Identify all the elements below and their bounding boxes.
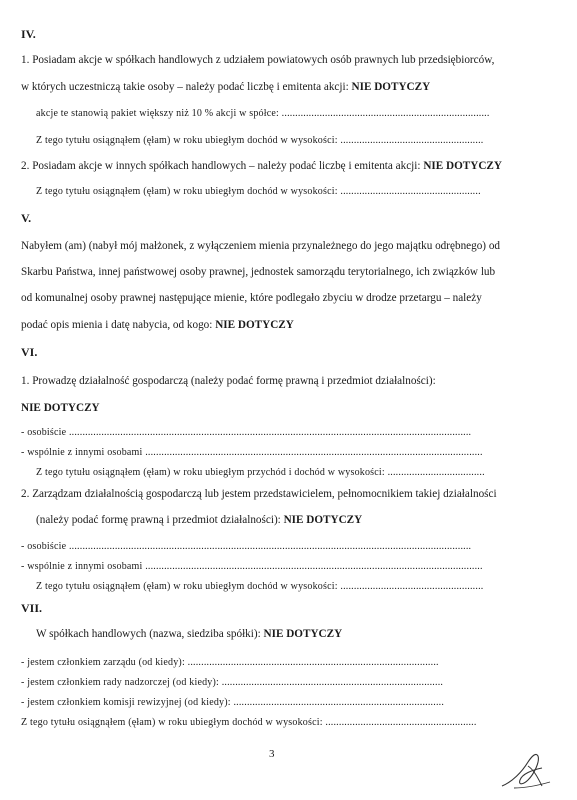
section-v-line3: od komunalnej osoby prawnej następujące mienie, które podlegało zbyciu w drodze przetargu – należy [21,292,482,304]
section-v-value: NIE DOTYCZY [215,319,294,331]
section-v-line2: Skarbu Państwa, innej państwowej osoby prawnej, jednostek samorządu terytorialnego, ich związków lub [21,266,496,278]
section-vii-heading: VII. [21,601,43,615]
section-vii-line1 [36,627,342,641]
section-vi-item1-income: Z tego tytułu osiągnąłem (ęłam) w roku ubiegłym przychód i dochód w wysokości: .................................... [36,467,485,478]
section-vi-item2-income: Z tego tytułu osiągnąłem (ęłam) w roku ubiegłym dochód w wysokości: ..................................................... [36,581,484,592]
section-vi-item2-line2 [36,513,362,527]
section-iv-item1-income-line: Z tego tytułu osiągnąłem (ęłam) w roku ubiegłym dochód w wysokości: ..................................................... [36,135,484,146]
section-vii-audit: - jestem członkiem komisji rewizyjnej (od kiedy): .............................................................................. [21,697,445,708]
section-iv-item1-line2 [21,80,430,94]
section-iv-item1-value: NIE DOTYCZY [351,81,431,93]
section-iv-item2-line1 [21,159,502,173]
section-vii-value: NIE DOTYCZY [263,628,343,640]
section-vi-item2-joint: - wspólnie z innymi osobami ............................................................................................................................. [21,561,483,572]
section-vi-heading: VI. [21,345,38,359]
section-iv-item2-income-line: Z tego tytułu osiągnąłem (ęłam) w roku ubiegłym dochód w wysokości: .................................................... [36,186,481,197]
section-vii-text: W spółkach handlowych (nazwa, siedziba spółki): [36,628,261,640]
section-vii-board: - jestem członkiem zarządu (od kiedy): ............................................................................................. [21,657,439,668]
section-vi-item2-personal: - osobiście ..................................................................................................................................................... [21,541,472,552]
section-vi-item1-joint: - wspólnie z innymi osobami ............................................................................................................................. [21,447,483,458]
page-number: 3 [269,748,275,760]
section-iv-item1-package-line: akcje te stanowią pakiet większy niż 10 % akcji w spółce: ............................................................................. [36,108,490,119]
section-iv-item2-value: NIE DOTYCZY [423,160,502,172]
section-v-text: podać opis mienia i datę nabycia, od kogo: [21,319,213,331]
section-iv-item2-text: 2. Posiadam akcje w innych spółkach handlowych – należy podać liczbę i emitenta akcji: [21,160,421,172]
section-vi-item2-text: (należy podać formę prawną i przedmiot działalności): [36,514,281,526]
section-iv-item1-line1: 1. Posiadam akcje w spółkach handlowych z udziałem powiatowych osób prawnych lub przedsiębiorców, [21,54,495,66]
section-vi-item1-value: NIE DOTYCZY [21,402,100,414]
section-v-heading: V. [21,211,32,225]
section-v-line1: Nabyłem (am) (nabył mój małżonek, z wyłączeniem mienia przynależnego do jego majątku odrębnego) od [21,240,501,252]
section-iv-item1-text: w których uczestniczą takie osoby – należy podać liczbę i emitenta akcji: [21,81,349,93]
section-vi-item1-personal: - osobiście ..................................................................................................................................................... [21,427,472,438]
section-vi-item1-line1: 1. Prowadzę działalność gospodarczą (należy podać formę prawną i przedmiot działalności): [21,375,436,387]
section-vi-item2-value: NIE DOTYCZY [283,514,363,526]
section-vii-supervisory: - jestem członkiem rady nadzorczej (od kiedy): .................................................................................. [21,677,444,688]
section-vi-item2-line1: 2. Zarządzam działalnością gospodarczą lub jestem przedstawicielem, pełnomocnikiem takiej działalności [21,488,497,500]
handwritten-signature-icon [498,748,556,797]
section-vii-income: Z tego tytułu osiągnąłem (ęłam) w roku ubiegłym dochód w wysokości: ........................................................ [21,717,477,728]
section-v-line4 [21,318,294,332]
section-iv-heading: IV. [21,27,36,41]
